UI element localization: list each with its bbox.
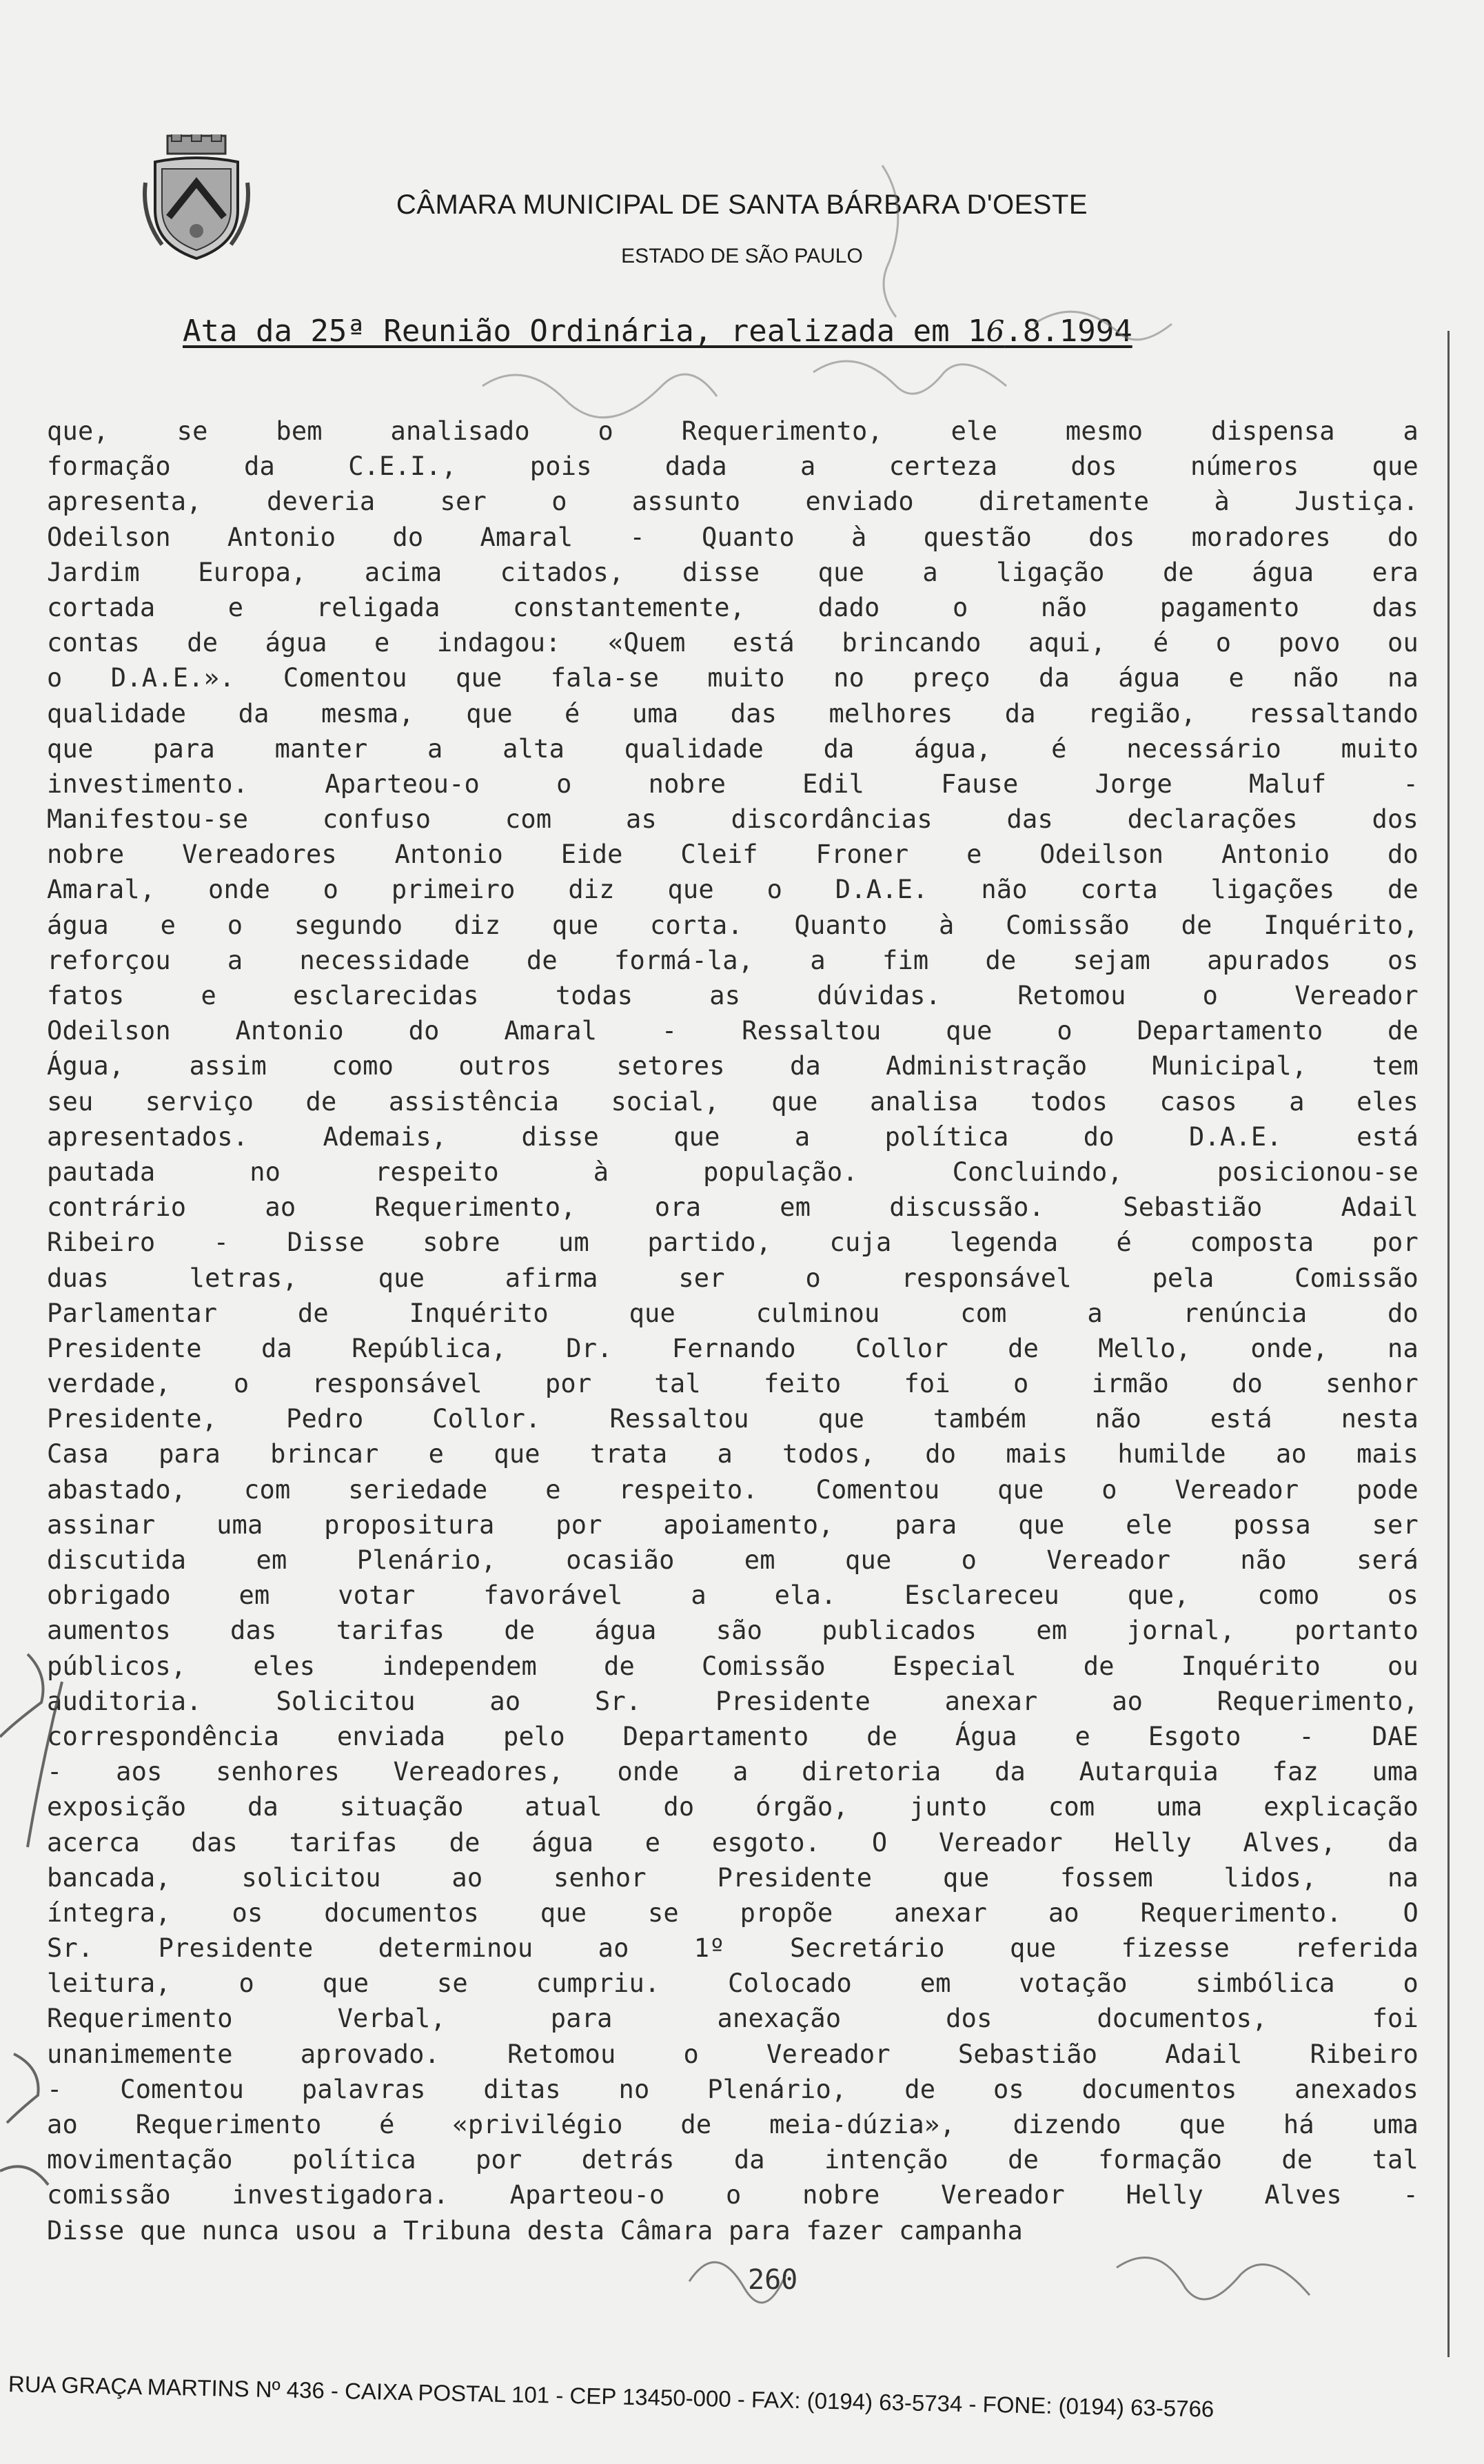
body-line: verdade, o responsável por tal feito foi o irmão do senhor — [47, 1369, 1419, 1399]
body-line: correspondência enviada pelo Departamento de Água e Esgoto - DAE — [47, 1721, 1419, 1751]
body-line: públicos, eles independem de Comissão Especial de Inquérito ou — [47, 1651, 1419, 1681]
body-line: abastado, com seriedade e respeito. Comentou que o Vereador pode — [47, 1474, 1419, 1505]
body-line: assinar uma propositura por apoiamento, para que ele possa ser — [47, 1509, 1419, 1540]
body-line: auditoria. Solicitou ao Sr. Presidente anexar ao Requerimento, — [47, 1686, 1419, 1716]
body-line: água e o segundo diz que corta. Quanto à Comissão de Inquérito, — [47, 910, 1419, 940]
body-line: Odeilson Antonio do Amaral - Ressaltou que o Departamento de — [47, 1016, 1419, 1046]
right-margin-rule — [1447, 331, 1450, 2357]
body-line: Jardim Europa, acima citados, disse que a ligação de água era — [47, 557, 1419, 587]
body-line: Manifestou-se confuso com as discordâncias das declarações dos — [47, 804, 1419, 835]
state-subheading: ESTADO DE SÃO PAULO — [621, 245, 863, 267]
minutes-title-suffix: .8.1994 — [1004, 314, 1132, 349]
body-line: que, se bem analisado o Requerimento, ele mesmo dispensa a — [47, 416, 1419, 446]
body-line: obrigado em votar favorável a ela. Esclareceu que, como os — [47, 1580, 1419, 1611]
body-line: nobre Vereadores Antonio Eide Cleif Froner e Odeilson Antonio do — [47, 839, 1419, 870]
body-line: Presidente, Pedro Collor. Ressaltou que também não está nesta — [47, 1404, 1419, 1434]
body-line: unanimemente aprovado. Retomou o Vereador Sebastião Adail Ribeiro — [47, 2039, 1419, 2069]
body-line: seu serviço de assistência social, que analisa todos casos a eles — [47, 1086, 1419, 1117]
body-line: Amaral, onde o primeiro diz que o D.A.E. não corta ligações de — [47, 875, 1419, 905]
body-line: Água, assim como outros setores da Administração Municipal, tem — [47, 1051, 1419, 1081]
body-line: acerca das tarifas de água e esgoto. O Vereador Helly Alves, da — [47, 1827, 1419, 1857]
body-line: Odeilson Antonio do Amaral - Quanto à questão dos moradores do — [47, 522, 1419, 552]
body-line: aumentos das tarifas de água são publicados em jornal, portanto — [47, 1616, 1419, 1646]
body-line: íntegra, os documentos que se propõe anexar ao Requerimento. O — [47, 1897, 1419, 1928]
body-line: investimento. Aparteou-o o nobre Edil Fause Jorge Maluf - — [47, 768, 1419, 799]
body-line: pautada no respeito à população. Concluindo, posicionou-se — [47, 1157, 1419, 1187]
body-line: Disse que nunca usou a Tribuna desta Câmara para fazer campanha — [47, 2215, 1023, 2246]
body-line: Presidente da República, Dr. Fernando Collor de Mello, onde, na — [47, 1333, 1419, 1363]
minutes-body — [47, 414, 1419, 2248]
body-line: comissão investigadora. Aparteou-o o nobre Vereador Helly Alves - — [47, 2180, 1419, 2210]
handwritten-day-digit: 6 — [986, 314, 1005, 348]
body-line: leitura, o que se cumpriu. Colocado em votação simbólica o — [47, 1968, 1419, 1999]
body-line: formação da C.E.I., pois dada a certeza dos números que — [47, 451, 1419, 482]
body-line: apresentados. Ademais, disse que a política do D.A.E. está — [47, 1121, 1419, 1152]
body-line: duas letras, que afirma ser o responsável pela Comissão — [47, 1263, 1419, 1293]
body-line: Sr. Presidente determinou ao 1º Secretário que fizesse referida — [47, 1933, 1419, 1964]
chamber-name-heading: CÂMARA MUNICIPAL DE SANTA BÁRBARA D'OESTE — [396, 190, 1088, 220]
body-line: fatos e esclarecidas todas as dúvidas. Retomou o Vereador — [47, 981, 1419, 1010]
body-line: ao Requerimento é «privilégio de meia-dúzia», dizendo que há uma — [47, 2110, 1419, 2139]
body-line: contas de água e indagou: «Quem está brincando aqui, é o povo ou — [47, 628, 1419, 658]
body-line: movimentação política por detrás da intenção de formação de tal — [47, 2145, 1419, 2175]
body-line: apresenta, deveria ser o assunto enviado diretamente à Justiça. — [47, 487, 1419, 517]
body-line: discutida em Plenário, ocasião em que o Vereador não será — [47, 1545, 1419, 1575]
minutes-title — [183, 314, 1132, 349]
body-line: cortada e religada constantemente, dado o não pagamento das — [47, 592, 1419, 622]
body-line: Requerimento Verbal, para anexação dos documentos, foi — [47, 2004, 1419, 2034]
body-line: - Comentou palavras ditas no Plenário, de os documentos anexados — [47, 2074, 1419, 2104]
address-footer: RUA GRAÇA MARTINS Nº 436 - CAIXA POSTAL 101 - CEP 13450-000 - FAX: (0194) 63-5734 - FONE: (0194) 63-5766 — [8, 2371, 1214, 2422]
body-line: que para manter a alta qualidade da água, é necessário muito — [47, 733, 1419, 764]
body-line: Parlamentar de Inquérito que culminou com a renúncia do — [47, 1298, 1419, 1328]
minutes-title-prefix: Ata da 25ª Reunião Ordinária, realizada em 1 — [183, 314, 986, 349]
body-line: contrário ao Requerimento, ora em discussão. Sebastião Adail — [47, 1192, 1419, 1223]
body-line: - aos senhores Vereadores, onde a diretoria da Autarquia faz uma — [47, 1757, 1419, 1787]
body-line: o D.A.E.». Comentou que fala-se muito no preço da água e não na — [47, 663, 1419, 693]
body-line: Ribeiro - Disse sobre um partido, cuja legenda é composta por — [47, 1228, 1419, 1258]
body-line: bancada, solicitou ao senhor Presidente que fossem lidos, na — [47, 1862, 1419, 1893]
body-line: Casa para brincar e que trata a todos, do mais humilde ao mais — [47, 1439, 1419, 1469]
body-line: reforçou a necessidade de formá-la, a fim de sejam apurados os — [47, 945, 1419, 975]
page-number: 260 — [748, 2264, 798, 2296]
body-line: qualidade da mesma, que é uma das melhores da região, ressaltando — [47, 698, 1419, 729]
body-line: exposição da situação atual do órgão, junto com uma explicação — [47, 1792, 1419, 1822]
